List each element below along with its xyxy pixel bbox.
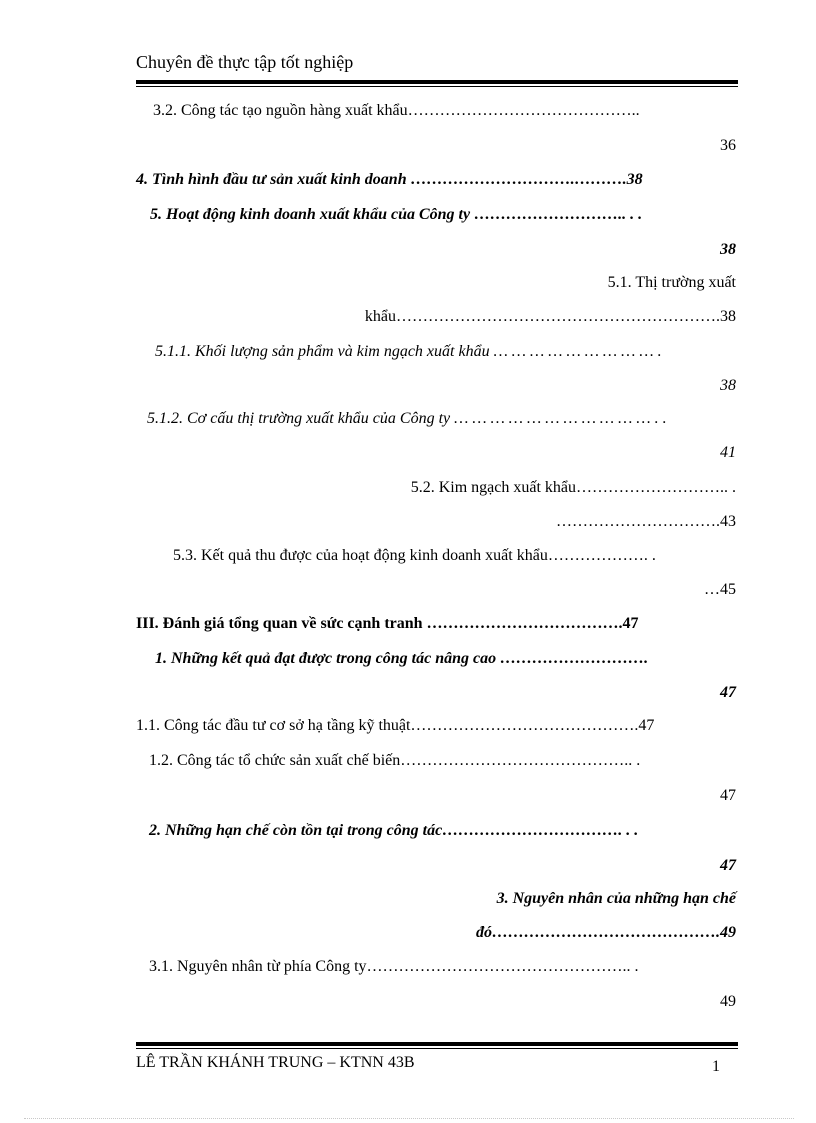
toc-page-number: 47 xyxy=(720,857,736,874)
toc-page-number: 41 xyxy=(720,444,736,461)
toc-page-number: 38 xyxy=(720,241,736,258)
footer-author: LÊ TRẦN KHÁNH TRUNG – KTNN 43B xyxy=(136,1054,415,1071)
toc-entry: 1.2. Công tác tổ chức sản xuất chế biến…………………………………….. . xyxy=(149,752,641,769)
toc-entry: 1.1. Công tác đầu tư cơ sở hạ tầng kỹ thuật…………………………………….47 xyxy=(136,717,655,734)
toc-entry-continuation: đó…………………………………….49 xyxy=(476,924,736,941)
footer-rule xyxy=(136,1042,738,1049)
toc-page-number: 38 xyxy=(720,377,736,394)
toc-entry: 5. Hoạt động kinh doanh xuất khẩu của Công ty ……………………….. . . xyxy=(150,206,643,223)
footer-page-number: 1 xyxy=(712,1058,720,1075)
toc-page-number: 49 xyxy=(720,993,736,1010)
toc-page-number: 47 xyxy=(720,684,736,701)
toc-entry-continuation: …45 xyxy=(704,581,736,598)
toc-entry: 3.2. Công tác tạo nguồn hàng xuất khẩu…………………………………….. xyxy=(153,102,640,119)
toc-entry: 5.1.1. Khối lượng sản phẩm và kim ngạch xuất khẩu … … … … … … … … … . xyxy=(155,343,662,360)
toc-entry: III. Đánh giá tổng quan về sức cạnh tranh ……………………………….47 xyxy=(136,615,639,632)
toc-entry: 5.1. Thị trường xuất xyxy=(607,274,736,291)
toc-entry: 2. Những hạn chế còn tồn tại trong công tác……………………………. . . xyxy=(149,822,639,839)
toc-entry: 3. Nguyên nhân của những hạn chế xyxy=(496,890,736,907)
toc-entry-continuation: khẩu…………………………………………………….38 xyxy=(364,308,736,325)
toc-entry: 1. Những kết quả đạt được trong công tác nâng cao ………………………. xyxy=(155,650,649,667)
toc-entry-continuation: ………………………….43 xyxy=(556,513,736,530)
toc-entry: 5.2. Kim ngạch xuất khẩu……………………….. . xyxy=(410,479,736,496)
toc-entry: 5.1.2. Cơ cấu thị trường xuất khẩu của Công ty … … … … … … … … … … … . . xyxy=(147,410,667,427)
toc-entry: 4. Tình hình đầu tư sản xuất kinh doanh ………………………….……….38 xyxy=(136,171,643,188)
page-header-title: Chuyên đề thực tập tốt nghiệp xyxy=(136,52,354,72)
toc-page-number: 36 xyxy=(720,137,736,154)
toc-entry: 3.1. Nguyên nhân từ phía Công ty………………………………………….. . xyxy=(149,958,639,975)
header-rule xyxy=(136,80,738,87)
toc-page-number: 47 xyxy=(720,787,736,804)
page-edge-divider xyxy=(24,1118,794,1119)
toc-entry: 5.3. Kết quả thu được của hoạt động kinh doanh xuất khẩu………………. . xyxy=(173,547,656,564)
